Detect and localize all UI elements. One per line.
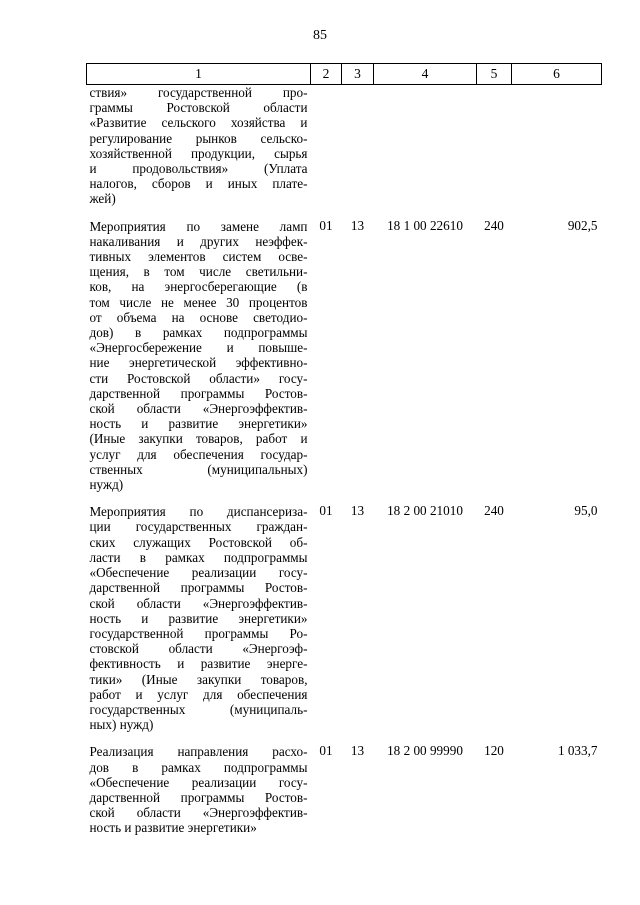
- description-line: дов в рамках подпрограммы: [89, 759, 308, 775]
- description-line: ских служащих Ростовской об-: [89, 534, 308, 550]
- description-line: ние энергетической эффективно-: [89, 355, 308, 371]
- description-line: «Обеспечение реализации госу-: [89, 565, 308, 581]
- amount-value: 902,5: [567, 217, 598, 233]
- section-code: 01: [319, 217, 333, 233]
- target-article-code: 18 2 00 99990: [387, 743, 463, 759]
- description-line: ных) нужд): [89, 717, 154, 733]
- description-line: ской области «Энергоэффектив-: [89, 805, 308, 821]
- row-description: [87, 217, 311, 503]
- amount-value: 95,0: [574, 503, 598, 519]
- target-article-code: 18 1 00 22610: [387, 217, 463, 233]
- description-line: Мероприятия по замене ламп: [89, 218, 308, 234]
- description-line: том числе не менее 30 процентов: [89, 294, 308, 310]
- table-body: [87, 85, 602, 846]
- description-line: ции государственных граждан-: [89, 519, 308, 535]
- column-header-3: 3: [342, 64, 374, 85]
- amount-value: [512, 85, 602, 217]
- page-number: 85: [313, 28, 327, 43]
- description-line: регулирование рынков сельско-: [89, 130, 308, 146]
- description-line: дов) в рамках подпрограммы: [89, 325, 308, 341]
- description-line: дарственной программы Ростов-: [89, 385, 308, 401]
- expense-type-code: 120: [484, 743, 504, 759]
- description-line: от объема на основе светодио-: [89, 309, 308, 325]
- description-line: сти Ростовской области» госу-: [89, 370, 308, 386]
- description-line: и продовольствия» (Уплата: [89, 161, 308, 177]
- description-line: государственной программы Ро-: [89, 625, 308, 641]
- column-header-1: 1: [87, 64, 311, 85]
- section-code: [311, 85, 342, 217]
- description-line: налогов, сборов и иных плате-: [89, 176, 308, 192]
- target-article-code: 18 2 00 21010: [387, 503, 463, 519]
- description-line: ской области «Энергоэффектив-: [89, 401, 308, 417]
- expense-type-code: [477, 85, 512, 217]
- amount-value: 1 033,7: [557, 743, 598, 759]
- description-line: работ и услуг для обеспечения: [89, 686, 308, 702]
- table-row: [87, 742, 602, 845]
- description-line: ков, на энергосберегающие (в: [89, 279, 308, 295]
- table-row: [87, 217, 602, 503]
- description-line: ской области «Энергоэффектив-: [89, 595, 308, 611]
- description-line: «Энергосбережение и повыше-: [89, 340, 308, 356]
- table-row: [87, 85, 602, 217]
- subsection-code: 13: [350, 217, 365, 233]
- row-description: [87, 742, 311, 845]
- expense-type-code: 240: [484, 503, 504, 519]
- description-line: ность и развитие энергетики»: [89, 610, 308, 626]
- description-line: ствия» государственной про-: [89, 85, 308, 100]
- description-line: граммы Ростовской области: [89, 100, 308, 116]
- subsection-code: [342, 85, 374, 217]
- description-line: хозяйственной продукции, сырья: [89, 145, 308, 161]
- description-line: жей): [89, 191, 116, 207]
- subsection-code: 13: [350, 503, 365, 519]
- subsection-code: 13: [350, 743, 365, 759]
- expense-type-code: 240: [484, 217, 504, 233]
- description-line: накаливания и других неэффек-: [89, 233, 308, 249]
- description-line: стовской области «Энергоэф-: [89, 641, 308, 657]
- target-article-code: [374, 85, 477, 217]
- row-description: [87, 502, 311, 742]
- description-line: щения, в том числе светильни-: [89, 264, 308, 280]
- section-code: 01: [319, 503, 333, 519]
- description-line: (Иные закупки товаров, работ и: [89, 431, 308, 447]
- description-line: Реализация направления расхо-: [89, 744, 308, 760]
- description-line: ность и развитие энергетики»: [89, 416, 308, 432]
- description-line: «Развитие сельского хозяйства и: [89, 115, 308, 131]
- budget-table: [86, 63, 602, 846]
- column-header-2: 2: [311, 64, 342, 85]
- description-line: ственных (муниципальных): [89, 461, 308, 477]
- description-line: тивных элементов систем осве-: [89, 249, 308, 265]
- description-line: «Обеспечение реализации госу-: [89, 774, 308, 790]
- description-line: нужд): [89, 477, 124, 493]
- column-header-5: 5: [477, 64, 512, 85]
- description-line: ность и развитие энергетики»: [89, 820, 257, 836]
- description-line: дарственной программы Ростов-: [89, 580, 308, 596]
- row-description: [87, 85, 311, 217]
- description-line: дарственной программы Ростов-: [89, 789, 308, 805]
- description-line: услуг для обеспечения государ-: [89, 446, 308, 462]
- description-line: тики» (Иные закупки товаров,: [89, 671, 308, 687]
- description-line: фективность и развитие энерге-: [89, 656, 308, 672]
- description-line: ласти в рамках подпрограммы: [89, 549, 308, 565]
- table-header-row: [87, 64, 602, 85]
- section-code: 01: [319, 743, 333, 759]
- description-line: государственных (муниципаль-: [89, 701, 308, 717]
- column-header-6: 6: [512, 64, 602, 85]
- table-row: [87, 502, 602, 742]
- description-line: Мероприятия по диспансериза-: [89, 504, 308, 520]
- column-header-4: 4: [374, 64, 477, 85]
